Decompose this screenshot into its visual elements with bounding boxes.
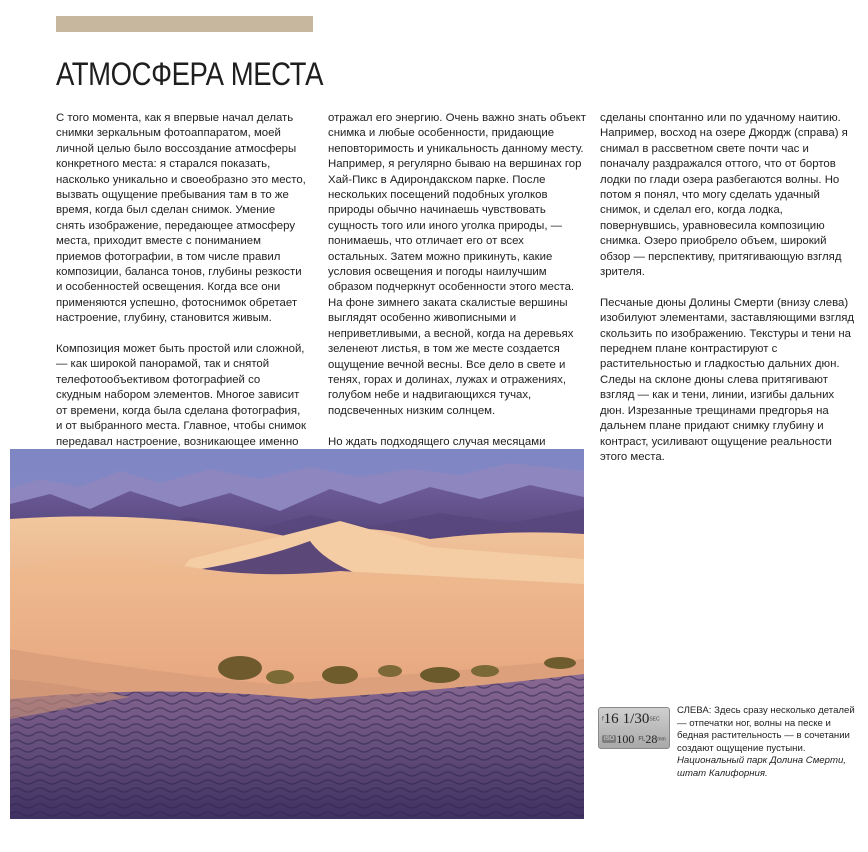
iso-label: ISO <box>604 736 615 743</box>
shutter-value: 1/30 <box>622 710 650 727</box>
iso-value: 100 <box>616 731 635 746</box>
text-column-1 <box>56 111 306 481</box>
paragraph: Но ждать подходящего случая месяцами <box>328 435 546 448</box>
paragraph: отражал его энергию. Очень важно знать объект снимка и любые особенности, придающие неповторимость и уникальность данному месту. Например, я регулярно бываю на вершинах гор Хай-Пикс в Адирондакском парке. После нескольких посещений подобных уголков природы обычно начинаешь чувствовать сущность того или иного уголка природы, — понимаешь, что отличает его от всех остальных. Затем можно прикинуть, какие условия освещения и погоды наилучшим образом подчеркнут особенности этого места. На фоне зимнего заката скалистые вершины выглядят особенно живописными и неприветливыми, а весной, когда на деревьях зеленеют листья, в том же месте создается ощущение вечной весны. Все дело в свете и тенях, горах и долинах, лужах и отражениях, голубом небе и надвигающихся тучах, подсвеченных низким солнцем. <box>328 112 587 417</box>
decorative-top-bar <box>56 16 313 32</box>
text-column-2 <box>328 111 586 496</box>
focal-label: FL <box>638 736 646 743</box>
desert-dunes-photo <box>10 449 584 819</box>
exif-row-exposure <box>602 710 660 728</box>
page-title: АТМОСФЕРА МЕСТА <box>56 56 324 92</box>
focal-value: 28 <box>645 731 658 746</box>
paragraph: Песчаные дюны Долины Смерти (внизу слева) изобилуют элементами, заставляющими взгляд скользить по изображению. Текстуры и тени на переднем плане контрастируют с растительностью и гладкостью дальних дюн. Следы на склоне дюны слева притягивают взгляд — как и тени, линии, изгибы дальних дюн. Изрезанные трещинами предгорья на дальнем плане придают снимку глубину и контраст, усиливают ощущение реальности этого места. <box>600 296 855 463</box>
paragraph: Композиция может быть простой или сложной, — как широкой панорамой, так и снятой телефотообъективом фотографией со скудным набором элементов. Многое зависит от времени, когда была сделана фотография, и от выбранного места. Главное, чтобы снимок передавал настроение, возникающее именно <box>56 343 306 448</box>
caption-text: СЛЕВА: Здесь сразу несколько деталей — отпечатки ног, волны на песке и бедная растительность — в сочетании создают ощущение пустыни. <box>677 705 855 754</box>
dunes-illustration <box>10 449 584 819</box>
paragraph: С того момента, как я впервые начал делать снимки зеркальным фотоаппаратом, моей личной целью было воссоздание атмосферы конкретного места: я старался показать, насколько уникально и своеобразно это место, вызвать ощущение пребывания там в то же время, когда был сделан снимок. Умение снять изображение, передающее атмосферу места, приходит вместе с пониманием приемов фотографии, в том числе правил композиции, баланса тонов, глубины резкости и особенностей освещения. Когда все они применяются успешно, фотоснимок обретает настроение, глубину, становится живым. <box>56 112 306 325</box>
paragraph: сделаны спонтанно или по удачному наитию. Например, восход на озере Джордж (справа) я снимал в рассветном свете почти час и поначалу раздражался оттого, что от бортов лодки по глади озера разбегаются волны. Но потом я понял, что могу сделать удачный снимок, и сделал его, когда лодка, повернувшись, уравновесила композицию снимка. Озеро приобрело объем, широкий обзор — перспективу, притягивающую взгляд зрителя. <box>600 112 848 279</box>
aperture-label: f <box>602 716 604 723</box>
aperture-value: 16 <box>603 710 619 727</box>
shutter-unit: SEC <box>649 716 660 723</box>
text-column-3 <box>600 111 858 481</box>
photo-caption <box>677 705 863 780</box>
focal-unit: mm <box>657 736 666 743</box>
camera-settings-badge <box>598 707 670 749</box>
exif-row-iso-focal <box>602 730 666 748</box>
caption-location: Национальный парк Долина Смерти, штат Калифорния. <box>677 755 846 779</box>
